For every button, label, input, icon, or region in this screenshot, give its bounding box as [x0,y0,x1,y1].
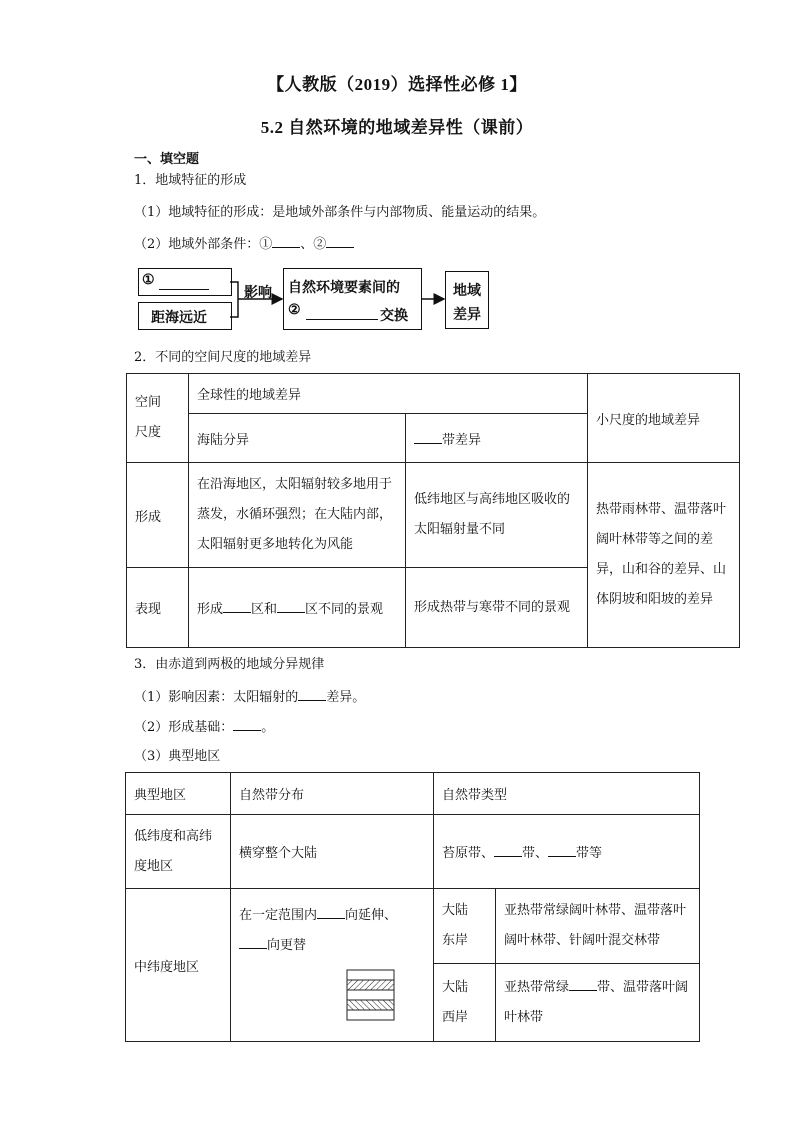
west-type-part1: 亚热带常绿 [504,979,570,995]
zone-diff-label: 带差异 [442,432,482,448]
expression-a-part2: 区和 [251,602,278,617]
series-title: 【人教版（2019）选择性必修 1】 [267,75,527,94]
table-cell-east-type: 亚热带常绿阔叶林带、温带落叶阔叶林带、针阔叶混交林带 [496,889,700,964]
zone-stripes-figure [346,969,396,1023]
diagram-bracket [230,282,238,317]
table-cell-mid-lat: 中纬度地区 [126,889,231,1042]
answer-blank[interactable] [317,906,345,919]
diagram-influence-label: 影响 [244,285,272,301]
answer-blank[interactable] [277,600,305,613]
table-cell-formation-label: 形成 [127,463,189,568]
diagram-result-line1: 地域 [453,283,481,299]
table-cell-r2-distribution [231,889,434,1042]
table-cell-zone-diff [406,414,588,463]
scale-line2: 尺度 [135,425,162,440]
west-coast-line1: 大陆 [442,979,469,995]
scale-line1: 空间 [135,395,162,410]
table-cell-expression-a [189,568,406,648]
table-cell-east-coast [434,889,496,964]
table-cell-r1-type [434,815,700,889]
diagram-factor-2-label: 距海远近 [151,310,207,326]
answer-blank[interactable] [414,431,442,444]
answer-blank[interactable] [223,600,251,613]
expression-a-part1: 形成 [197,602,224,617]
lesson-title: 5.2 自然环境的地域差异性（课前） [260,118,534,137]
answer-blank[interactable] [494,844,522,857]
table-cell-land-sea: 海陆分异 [189,414,406,463]
diagram-factor-1-label: ① [142,272,155,288]
q1-title: 1．地域特征的形成 [134,173,247,188]
r2-dist-part1: 在一定范围内 [239,908,318,923]
table-cell-global: 全球性的地域差异 [189,374,588,414]
q3-item2-suffix: 。 [261,720,275,735]
table-cell-west-type [496,964,700,1042]
west-coast-line2: 西岸 [442,1009,469,1025]
expression-a-part3: 区不同的景观 [305,602,384,617]
q3-item1-prefix: （1）影响因素：太阳辐射的 [134,690,299,705]
r2-distribution-line1 [239,901,425,931]
q3-title: 3．由赤道到两极的地域分异规律 [134,657,325,672]
diagram-exchange-line1: 自然环境要素间的 [288,280,400,296]
east-coast-line1: 大陆 [442,903,469,918]
answer-blank[interactable] [233,718,261,731]
r1-type-part3: 带等 [576,846,603,861]
r2-dist-part3: 向更替 [267,938,307,953]
answer-blank[interactable] [569,978,597,991]
diagram-exchange-line2-prefix: ② [288,302,301,318]
east-coast-line2: 东岸 [442,933,469,948]
answer-blank[interactable] [548,844,576,857]
diagram-result-line2: 差异 [453,307,481,323]
diagram-exchange-line2-suffix: 交换 [380,308,408,324]
table-cell-west-coast [434,964,496,1042]
q3-item3: （3）典型地区 [134,749,221,764]
table-cell-scale [127,374,189,463]
r2-dist-part2: 向延伸、 [345,908,398,923]
answer-blank[interactable] [298,688,326,701]
west-type-part2: 带、温带落叶阔叶林带 [504,979,689,1025]
q3-item1-suffix: 差异。 [326,690,366,705]
table-cell-small-desc: 热带雨林带、温带落叶阔叶林带等之间的差异，山和谷的差异、山体阴坡和阳坡的差异 [588,463,740,648]
answer-blank[interactable] [239,936,267,949]
table-cell-small-scale: 小尺度的地域差异 [588,374,740,463]
table-cell-expression-label: 表现 [127,568,189,648]
r2-distribution-line2 [239,931,425,961]
table-cell-formation-b: 低纬地区与高纬地区吸收的太阳辐射量不同 [406,463,588,568]
q3-item2-prefix: （2）形成基础： [134,720,234,735]
q3-item1 [134,688,365,706]
table-cell-formation-a: 在沿海地区，太阳辐射较多地用于蒸发，水循环强烈；在大陆内部，太阳辐射更多地转化为风能 [189,463,406,568]
r1-type-part1: 苔原带、 [442,846,495,861]
spatial-scale-table [126,373,740,648]
table-header-distribution: 自然带分布 [231,773,434,815]
section-title: 一、填空题 [134,152,200,167]
q1-item2-sep: 、② [300,237,327,252]
q3-item2 [134,718,274,736]
r1-type-part2: 带、 [522,846,549,861]
table-cell-expression-b: 形成热带与寒带不同的景观 [406,568,588,648]
q2-title: 2．不同的空间尺度的地域差异 [134,350,312,365]
table-cell-r1-distribution: 横穿整个大陆 [231,815,434,889]
table-cell-low-high-lat: 低纬度和高纬度地区 [126,815,231,889]
typical-region-table [125,772,700,1042]
table-header-type: 自然带类型 [434,773,700,815]
q1-item2-prefix: （2）地域外部条件：① [134,237,273,252]
table-header-region: 典型地区 [126,773,231,815]
q1-item1: （1）地域特征的形成：是地域外部条件与内部物质、能量运动的结果。 [134,205,546,220]
